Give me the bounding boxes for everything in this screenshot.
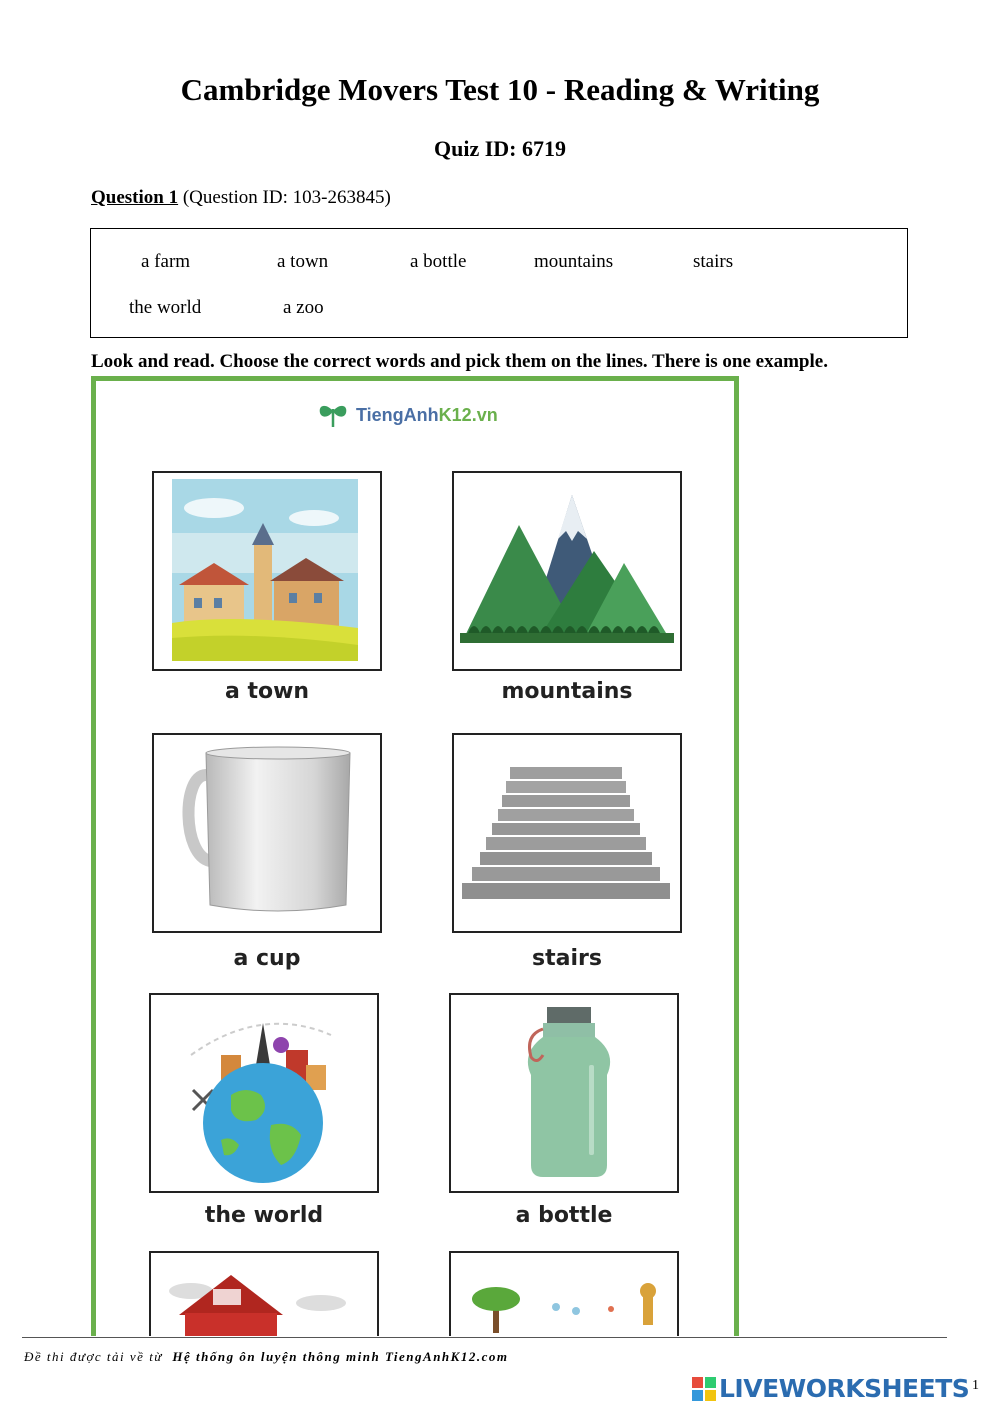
card-stairs: [452, 733, 682, 933]
town-picture-icon: [154, 473, 380, 669]
liveworksheets-brand: LIVEWORKSHEETS: [719, 1374, 970, 1403]
world-picture-icon: [151, 995, 377, 1191]
bottle-picture-icon: [451, 995, 677, 1191]
stairs-picture-icon: [454, 735, 680, 931]
card-mountains: [452, 471, 682, 671]
cup-picture-icon: [154, 735, 380, 931]
card-bottle: [449, 993, 679, 1193]
card-farm: [149, 1251, 379, 1336]
card-caption: a bottle: [515, 1203, 613, 1228]
footer-divider: [22, 1337, 947, 1338]
question-label: Question 1: [91, 187, 179, 208]
footer-prefix: Đề thi được tải về từ: [24, 1349, 163, 1364]
tienganhk12-logo: [316, 401, 498, 429]
card-cup: [152, 733, 382, 933]
page-title: Cambridge Movers Test 10 - Reading & Writing: [180, 72, 820, 107]
footer-site: Hệ thống ôn luyện thông minh TiengAnhK12.com: [172, 1349, 509, 1364]
card-caption: stairs: [532, 946, 602, 971]
liveworksheets-logo: [692, 1374, 969, 1403]
word-bank: [90, 228, 908, 338]
word-bank-item: the world: [129, 297, 202, 318]
farm-picture-icon: [151, 1253, 377, 1336]
question-id: (Question ID: 103-263845): [182, 187, 391, 208]
card-caption: a town: [224, 679, 310, 704]
footer-source: [24, 1349, 508, 1365]
question-heading: [91, 187, 391, 209]
word-bank-item: a zoo: [283, 297, 324, 318]
quiz-id: Quiz ID: 6719: [434, 136, 566, 161]
card-caption: the world: [204, 1203, 324, 1228]
card-caption: a cup: [233, 946, 301, 971]
page-number: 1: [972, 1378, 979, 1393]
card-world: [149, 993, 379, 1193]
liveworksheets-blocks-icon: [692, 1377, 716, 1401]
word-bank-item: mountains: [534, 251, 614, 272]
card-town: [152, 471, 382, 671]
word-bank-item: a town: [277, 251, 329, 272]
logo-text-part2: K12.vn: [438, 404, 498, 425]
word-bank-item: a farm: [141, 251, 191, 272]
card-zoo: [449, 1251, 679, 1336]
logo-text-part1: TiengAnh: [356, 404, 439, 425]
word-bank-item: stairs: [693, 251, 734, 272]
instructions: Look and read. Choose the correct words and pick them on the lines. There is one example.: [91, 351, 828, 372]
zoo-picture-icon: [451, 1253, 677, 1336]
worksheet-image: [91, 376, 739, 1336]
mountains-picture-icon: [454, 473, 680, 669]
word-bank-item: a bottle: [410, 251, 467, 272]
card-caption: mountains: [501, 679, 633, 704]
leaf-logo-icon: [316, 401, 350, 429]
